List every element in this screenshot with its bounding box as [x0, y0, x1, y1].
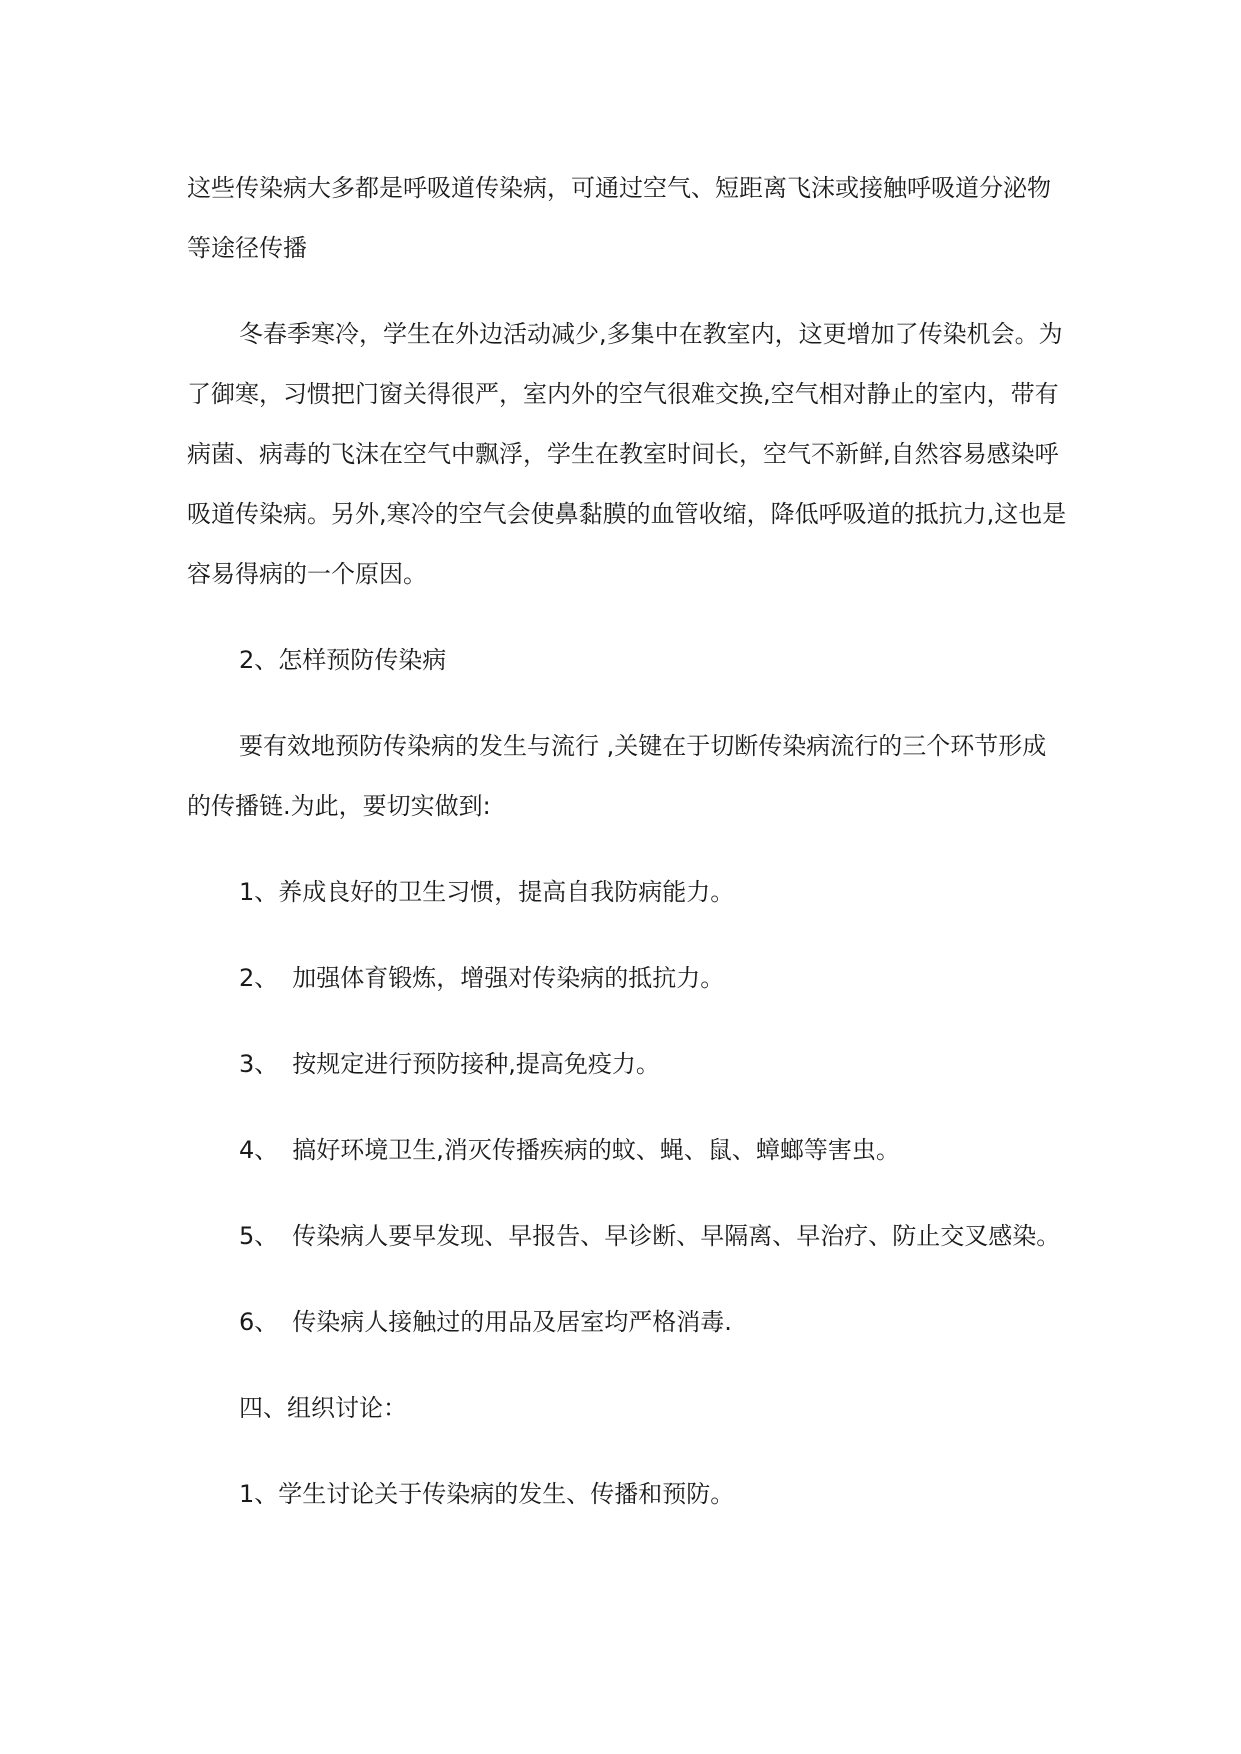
list-item — [187, 1120, 1067, 1180]
list-item-text: 加强体育锻炼，增强对传染病的抵抗力。 — [292, 964, 725, 992]
list-item — [187, 1034, 1067, 1094]
list-item-number: 2、 — [239, 964, 279, 992]
section-heading-discussion: 四、组织讨论： — [239, 1394, 407, 1422]
paragraph-transmission: 这些传染病大多都是呼吸道传染病，可通过空气、短距离飞沫或接触呼吸道分泌物等途径传播 — [187, 174, 1051, 262]
list-item-text: 搞好环境卫生,消灭传播疾病的蚊、蝇、鼠、蟑螂等害虫。 — [292, 1136, 900, 1164]
list-item-number: 6、 — [239, 1308, 279, 1336]
paragraph-prevention-key: 要有效地预防传染病的发生与流行 ,关键在于切断传染病流行的三个环节形成的传播链.为此，要切实做到: — [187, 732, 1047, 820]
list-item — [187, 862, 1067, 922]
list-item — [187, 1292, 1067, 1352]
document-body — [187, 158, 1067, 1524]
discussion-item: 1、学生讨论关于传染病的发生、传播和预防。 — [239, 1480, 735, 1508]
list-item-text: 传染病人接触过的用品及居室均严格消毒. — [292, 1308, 732, 1336]
list-item-number: 4、 — [239, 1136, 279, 1164]
paragraph-winter-spring: 冬春季寒冷，学生在外边活动减少,多集中在教室内，这更增加了传染机会。为了御寒，习惯把门窗关得很严，室内外的空气很难交换,空气相对静止的室内，带有病菌、病毒的飞沫在空气中飘浮，学生在教室时间长，空气不新鲜,自然容易感染呼吸道传染病。另外,寒冷的空气会使鼻黏膜的血管收缩，降低呼吸道的抵抗力,这也是容易得病的一个原因。 — [187, 320, 1067, 588]
list-item-number: 1、 — [239, 878, 279, 906]
list-item-text: 按规定进行预防接种,提高免疫力。 — [292, 1050, 660, 1078]
list-item-number: 5、 — [239, 1222, 279, 1250]
list-item — [187, 948, 1067, 1008]
list-item-text: 传染病人要早发现、早报告、早诊断、早隔离、早治疗、防止交叉感染。 — [292, 1222, 1061, 1250]
list-item — [187, 1206, 1067, 1266]
list-item-text: 养成良好的卫生习惯，提高自我防病能力。 — [278, 878, 735, 906]
heading-how-to-prevent: 2、怎样预防传染病 — [239, 646, 447, 674]
list-item-number: 3、 — [239, 1050, 279, 1078]
